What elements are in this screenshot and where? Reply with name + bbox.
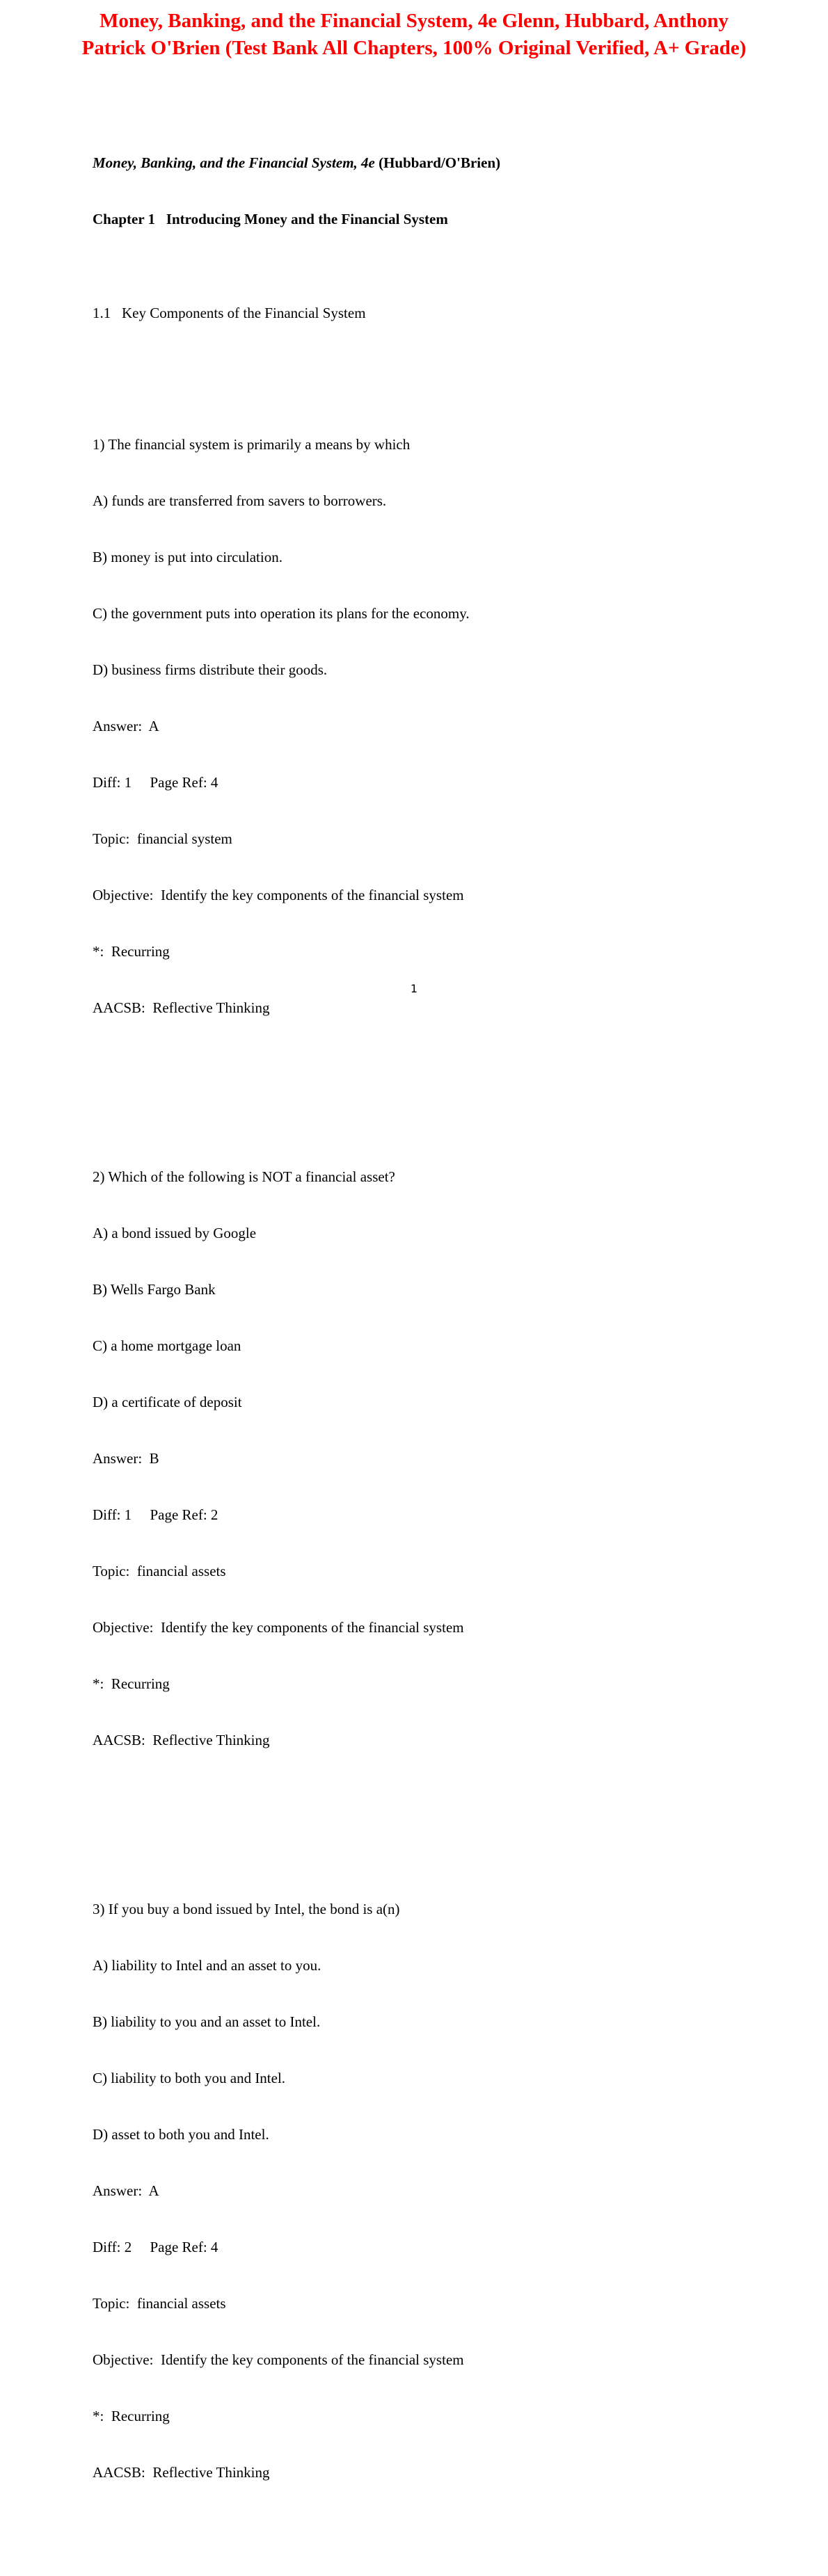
topic-line: Topic: financial assets [93,2295,226,2312]
choice-d: D) asset to both you and Intel. [93,2126,269,2143]
recurring-line: *: Recurring [93,943,170,960]
objective-line: Objective: Identify the key components of the financial system [93,887,464,903]
choice-c: C) a home mortgage loan [93,1337,241,1354]
diff-pageref-line: Diff: 1 Page Ref: 4 [93,774,218,791]
aacsb-line: AACSB: Reflective Thinking [93,1732,270,1748]
diff-pageref-line: Diff: 1 Page Ref: 2 [93,1506,218,1523]
choice-c: C) the government puts into operation its plans for the economy. [93,605,470,622]
objective-line: Objective: Identify the key components of the financial system [93,1619,464,1636]
choice-c: C) liability to both you and Intel. [93,2070,286,2086]
choice-b: B) money is put into circulation. [93,549,282,565]
choice-d: D) a certificate of deposit [93,1394,242,1410]
document-body [93,97,747,2576]
question-stem: 1) The financial system is primarily a means by which [93,436,411,453]
section-heading: 1.1 Key Components of the Financial System [93,305,366,321]
book-title: Money, Banking, and the Financial System, 4e [93,154,375,171]
aacsb-line: AACSB: Reflective Thinking [93,2464,270,2481]
choice-a: A) a bond issued by Google [93,1225,257,1241]
book-title-line [93,154,747,172]
recurring-line: *: Recurring [93,1675,170,1692]
question-block-1 [93,398,747,1055]
aacsb-line: AACSB: Reflective Thinking [93,999,270,1016]
page-number: 1 [410,982,418,995]
choice-b: B) liability to you and an asset to Intel. [93,2013,321,2030]
choice-a: A) liability to Intel and an asset to you. [93,1957,321,1974]
choice-b: B) Wells Fargo Bank [93,1281,216,1298]
recurring-line: *: Recurring [93,2408,170,2424]
answer-line: Answer: B [93,1450,159,1467]
diff-pageref-line: Diff: 2 Page Ref: 4 [93,2239,218,2255]
choice-d: D) business firms distribute their goods. [93,661,328,678]
book-authors: (Hubbard/O'Brien) [374,154,501,171]
answer-line: Answer: A [93,2182,159,2199]
question-block-3 [93,1862,747,2520]
listing-title-line-2: Patrick O'Brien (Test Bank All Chapters, 100% Original Verified, A+ Grade) [81,37,747,59]
listing-title-line-1: Money, Banking, and the Financial System, 4e Glenn, Hubbard, Anthony [99,10,729,32]
listing-title [0,8,828,62]
question-block-2 [93,1130,747,1787]
question-stem: 3) If you buy a bond issued by Intel, the bond is a(n) [93,1901,400,1917]
topic-line: Topic: financial assets [93,1563,226,1579]
choice-a: A) funds are transferred from savers to borrowers. [93,492,387,509]
question-stem: 2) Which of the following is NOT a financial asset? [93,1168,395,1185]
chapter-heading: Chapter 1 Introducing Money and the Financial System [93,211,448,227]
topic-line: Topic: financial system [93,830,232,847]
answer-line: Answer: A [93,718,159,734]
objective-line: Objective: Identify the key components of the financial system [93,2351,464,2368]
